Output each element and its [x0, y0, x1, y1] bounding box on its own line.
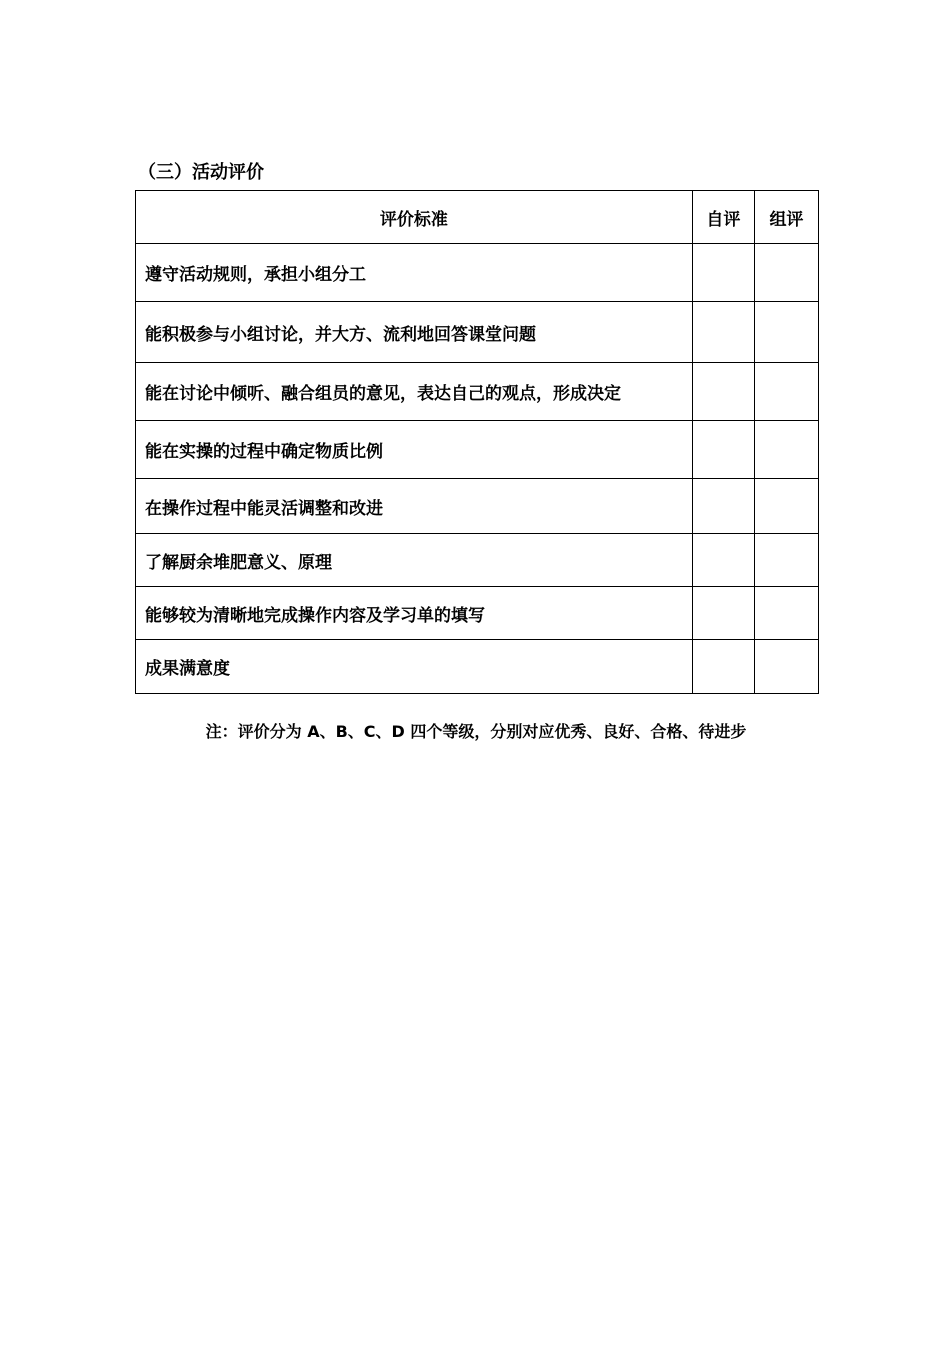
- group-score-cell[interactable]: [754, 302, 818, 363]
- group-score-cell[interactable]: [754, 363, 818, 421]
- group-score-cell[interactable]: [754, 479, 818, 534]
- table-row: [136, 244, 819, 302]
- self-score-cell[interactable]: [692, 421, 754, 479]
- self-score-cell[interactable]: [692, 479, 754, 534]
- table-row: [136, 363, 819, 421]
- criterion-cell: 能够较为清晰地完成操作内容及学习单的填写: [136, 587, 693, 640]
- group-score-cell[interactable]: [754, 421, 818, 479]
- section-heading: （三）活动评价: [138, 162, 264, 183]
- header-self-evaluation: 自评: [692, 191, 754, 244]
- table-row: [136, 587, 819, 640]
- criterion-cell: 能在讨论中倾听、融合组员的意见，表达自己的观点，形成决定: [136, 363, 693, 421]
- table-row: [136, 479, 819, 534]
- table-row: [136, 534, 819, 587]
- self-score-cell[interactable]: [692, 244, 754, 302]
- self-score-cell[interactable]: [692, 534, 754, 587]
- table-row: [136, 302, 819, 363]
- header-criterion: 评价标准: [136, 191, 693, 244]
- criterion-cell: 能积极参与小组讨论，并大方、流利地回答课堂问题: [136, 302, 693, 363]
- self-score-cell[interactable]: [692, 302, 754, 363]
- evaluation-table: [135, 190, 819, 694]
- criterion-cell: 能在实操的过程中确定物质比例: [136, 421, 693, 479]
- group-score-cell[interactable]: [754, 587, 818, 640]
- grading-note: 注：评价分为 A、B、C、D 四个等级，分别对应优秀、良好、合格、待进步: [205, 722, 747, 741]
- header-group-evaluation: 组评: [754, 191, 818, 244]
- criterion-cell: 了解厨余堆肥意义、原理: [136, 534, 693, 587]
- criterion-cell: 成果满意度: [136, 640, 693, 694]
- self-score-cell[interactable]: [692, 640, 754, 694]
- criterion-cell: 遵守活动规则，承担小组分工: [136, 244, 693, 302]
- group-score-cell[interactable]: [754, 640, 818, 694]
- self-score-cell[interactable]: [692, 587, 754, 640]
- criterion-cell: 在操作过程中能灵活调整和改进: [136, 479, 693, 534]
- table-row: [136, 421, 819, 479]
- self-score-cell[interactable]: [692, 363, 754, 421]
- table-row: [136, 640, 819, 694]
- group-score-cell[interactable]: [754, 244, 818, 302]
- table-header-row: [136, 191, 819, 244]
- group-score-cell[interactable]: [754, 534, 818, 587]
